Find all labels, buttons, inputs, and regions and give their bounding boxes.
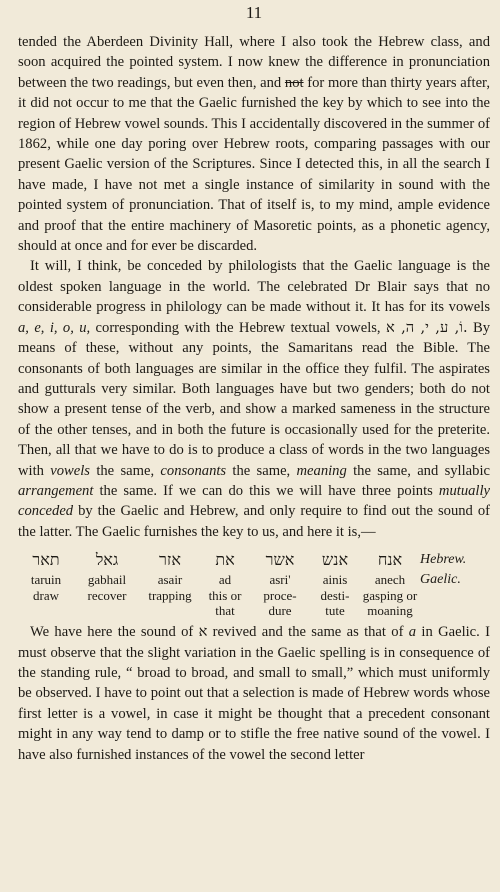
para2-text-f: the same, and syllabic [346, 462, 490, 479]
gaelic-word: gabhail [87, 572, 127, 588]
gaelic-word: ad [218, 572, 232, 588]
label-gaelic: Gaelic. [420, 572, 461, 588]
latin-vowels: a, e, i, o, u, [18, 319, 91, 336]
hebrew-vowels: וֹ, ע, י, ה, א. [385, 318, 468, 336]
letter-a: a [408, 624, 417, 641]
word-column [200, 550, 250, 618]
gaelic-word: asair [157, 572, 183, 588]
para3-text-b: revived and the same as that of [207, 624, 409, 641]
english-meaning: trapping [148, 588, 192, 604]
word-column [74, 550, 140, 603]
word-column [250, 550, 310, 618]
para2-text-a: It will, I think, be conceded by philologists that the Gaelic language is the oldest spoken language in the world. The celebrated Dr Blair says that no considerable progress in philology can be made without it. It has for its vowels [18, 258, 490, 316]
english-meaning: gasping or moaning [362, 588, 418, 619]
para2-text-h: by the Gaelic and Hebrew, and only require to find out the sound of the latter. The Gaelic furnishes the key to us, and here it is,— [18, 503, 490, 540]
gaelic-word: ainis [322, 572, 348, 588]
emph-meaning: meaning [296, 462, 347, 479]
label-hebrew: Hebrew. [420, 552, 467, 568]
para2-text-b: corresponding with the Hebrew textual vowels, [90, 319, 386, 336]
para1-text-b: for more than thirty years after, it did not occur to me that the Gaelic furnished the key by which to see into the region of Hebrew vowel sounds. This I accidentally discovered in the summer of 1862, while one day poring over Hebrew roots, comparing passages with our present Gaelic version of the Scriptures. Since I detected this, in all the search I have made, I have not met a single instance of similarity in sound with the pointed system of pronunciation. That of itself is, to my mind, ample evidence and proof that the entire machinery of Masoretic points, as a phonetic agency, should at once and for ever be discarded. [18, 74, 490, 255]
para2-text-e: the same, [226, 462, 297, 479]
para3-text-c: in Gaelic. I must observe that the slight variation in the Gaelic spelling is in consequence of the standing rule, “ broad to broad, and small to small,” which must uniformly be observed. I have to point out that a selection is made of Hebrew words whose first letter is a vowel, in case it might be thought that a precedent consonant might in any way tend to damp or to stifle the free native sound of the vowel. I have also furnished instances of the vowel the second letter [18, 624, 490, 763]
word-column [360, 550, 420, 618]
hebrew-word: את [215, 550, 235, 570]
hebrew-aleph: א [198, 623, 208, 641]
english-meaning: this or that [208, 588, 242, 619]
hebrew-word: אזר [159, 550, 181, 570]
language-labels [420, 550, 478, 588]
para2-text-d: the same, [90, 462, 161, 479]
gaelic-word: asri' [269, 572, 291, 588]
english-meaning: draw [33, 588, 59, 604]
gaelic-word: taruin [30, 572, 62, 588]
english-meaning: recover [87, 588, 127, 604]
hebrew-word: אנש [321, 550, 349, 570]
hebrew-word: אנח [377, 550, 403, 570]
paragraph-gaelic-language [18, 256, 490, 542]
word-column [140, 550, 200, 603]
paragraph-aleph-sound [18, 622, 490, 765]
para2-text-c: By means of these, without any points, the Samaritans read the Bible. The consonants of both languages are similar in the office they fulfil. The aspirates and gutturals very similar. Both languages have but two genders; both do not show a present tense of the verb, and show a marked sameness in the structure of the other tenses, and in both the future is occasionally used for the preterite. Then, all that we have to do is to produce a class of words in the two languages with [18, 319, 490, 479]
para2-text-g: the same. If we can do this we will have three points [93, 482, 439, 499]
para1-text-a: tended the Aberdeen Divinity Hall, where I also took the Hebrew class, and soon acquired the pointed system. I now knew the difference in pronunciation between the two readings, but even then, and [18, 34, 490, 91]
hebrew-gaelic-word-table [18, 550, 490, 618]
hebrew-word: גאל [95, 550, 119, 570]
para3-text-a: We have here the sound of [30, 624, 199, 641]
emph-arrangement: arrangement [18, 482, 94, 499]
emph-vowels: vowels [50, 462, 90, 479]
paragraph-aberdeen [18, 32, 490, 256]
emph-mutually-conceded: mutually conceded [18, 482, 490, 520]
page-number: 11 [245, 3, 263, 22]
word-column [18, 550, 74, 603]
struck-word: not [284, 74, 304, 91]
emph-consonants: consonants [160, 462, 227, 479]
hebrew-word: תאר [32, 550, 60, 570]
english-meaning: desti- tute [320, 588, 350, 619]
word-column [310, 550, 360, 618]
gaelic-word: anech [374, 572, 406, 588]
hebrew-word: אשר [265, 550, 295, 570]
english-meaning: proce- dure [263, 588, 297, 619]
